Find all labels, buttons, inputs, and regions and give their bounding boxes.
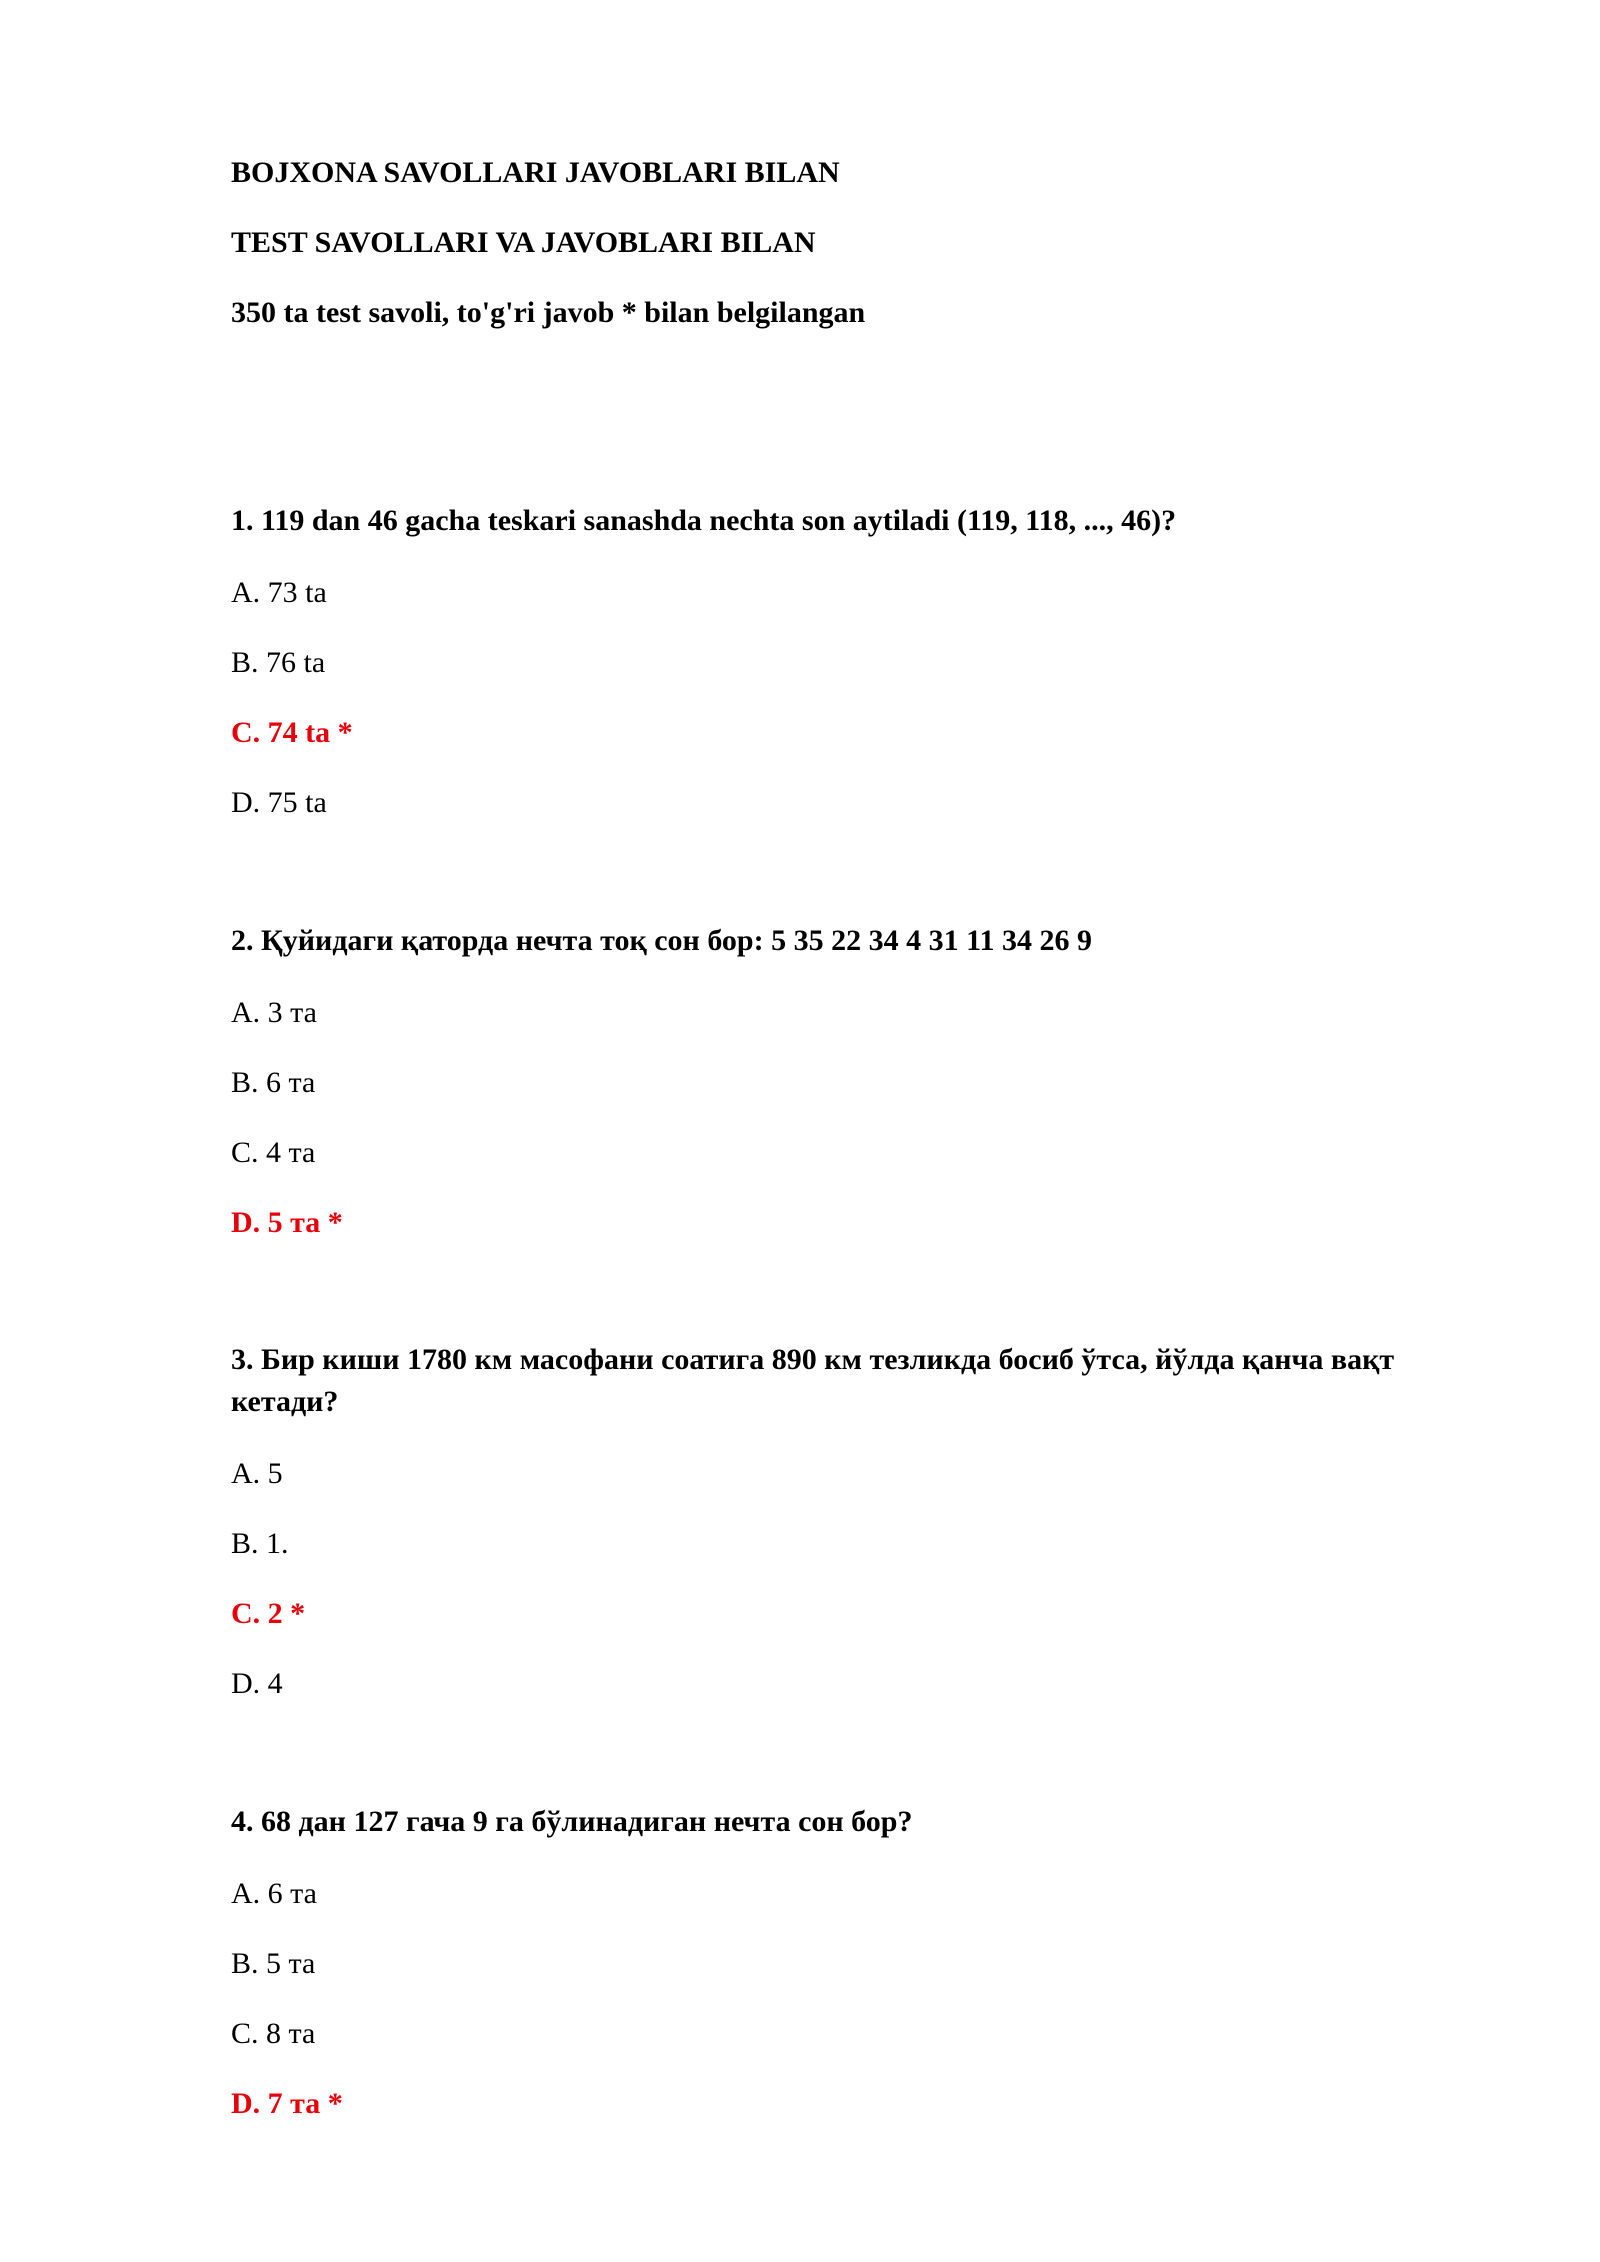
question-3-option-d: D. 4 [231, 1667, 283, 1700]
question-3-option-a: A. 5 [231, 1457, 283, 1490]
question-4-text: 4. 68 дан 127 гача 9 га бўлинадиган нечта сон бор? [231, 1805, 913, 1838]
question-1-option-b: B. 76 ta [231, 646, 326, 679]
question-3-option-b: B. 1. [231, 1527, 289, 1560]
question-2-option-d-correct: D. 5 та * [231, 1206, 343, 1239]
question-1-option-a: A. 73 ta [231, 576, 327, 609]
question-3-text: 3. Бир киши 1780 км масофани соатига 890 км тезликда босиб ўтса, йўлда қанча вақт кетади? [231, 1343, 1395, 1418]
question-4-option-c: C. 8 та [231, 2017, 316, 2050]
document-title: BOJXONA SAVOLLARI JAVOBLARI BILAN [231, 156, 840, 189]
question-2-option-a: A. 3 та [231, 996, 317, 1029]
question-2-option-c: C. 4 та [231, 1136, 316, 1169]
question-2-text: 2. Қуйидаги қаторда нечта тоқ сон бор: 5 35 22 34 4 31 11 34 26 9 [231, 924, 1092, 957]
question-4-option-a: A. 6 та [231, 1877, 317, 1910]
question-3-option-c-correct: C. 2 * [231, 1597, 306, 1630]
question-1-option-c-correct: C. 74 ta * [231, 716, 353, 749]
question-4-option-d-correct: D. 7 та * [231, 2087, 343, 2120]
question-4-option-b: B. 5 та [231, 1947, 316, 1980]
document-subtitle: TEST SAVOLLARI VA JAVOBLARI BILAN [231, 226, 816, 259]
question-2-option-b: B. 6 та [231, 1066, 316, 1099]
question-1-option-d: D. 75 ta [231, 786, 327, 819]
document-note: 350 ta test savoli, to'g'ri javob * bilan belgilangan [231, 296, 866, 329]
question-1-text: 1. 119 dan 46 gacha teskari sanashda nechta son aytiladi (119, 118, ..., 46)? [231, 504, 1177, 537]
